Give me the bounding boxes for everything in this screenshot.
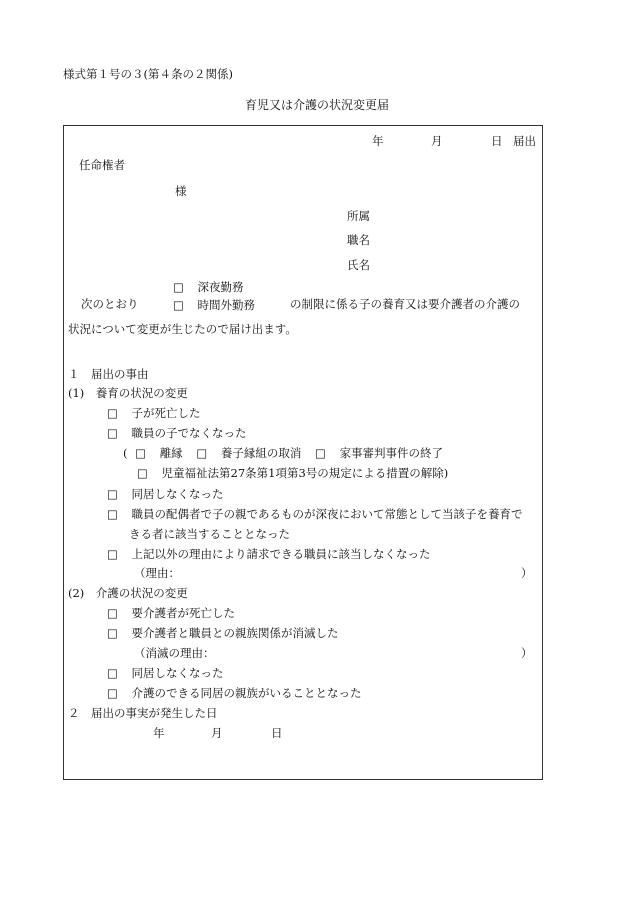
checkbox[interactable]: □ (107, 626, 118, 640)
reason-field-close: ） (521, 566, 533, 580)
appointer-label: 任命権者 (79, 158, 125, 172)
option-other-reason[interactable] (107, 547, 431, 561)
option-label: 子が死亡した (131, 406, 201, 420)
option-care-recipient-died[interactable] (107, 606, 235, 620)
reason-field-label[interactable]: （理由： (134, 566, 180, 580)
checkbox[interactable]: □ (137, 466, 148, 480)
checkbox[interactable]: □ (107, 507, 118, 521)
option-family-court: 家事審判事件の終了 (339, 446, 444, 460)
checkbox[interactable]: □ (135, 446, 147, 460)
checkbox[interactable]: □ (107, 606, 118, 620)
checkbox[interactable]: □ (196, 446, 208, 460)
statement-line2: 状況について変更が生じたので届け出ます。 (68, 322, 297, 336)
option-label: 職員の子でなくなった (131, 426, 247, 440)
checkbox[interactable]: □ (315, 446, 326, 460)
form-number: 様式第１号の３(第４条の２関係) (63, 67, 233, 81)
option-separate-care[interactable] (107, 666, 224, 680)
date-submit-label: 届出 (513, 134, 536, 148)
occurrence-month-label: 月 (211, 726, 223, 740)
option-caregiver-present[interactable] (107, 686, 362, 700)
relation-reason-label[interactable]: （消滅の理由： (134, 646, 215, 660)
option-spouse-can-care[interactable] (107, 507, 523, 521)
section1-sub1-heading: (1) 養育の状況の変更 (68, 386, 188, 400)
date-year-label: 年 (372, 134, 384, 148)
night-work-label: 深夜勤務 (197, 280, 244, 294)
page-title: 育児又は介護の状況変更届 (245, 98, 390, 112)
paren-open: ( (123, 446, 128, 460)
option-label: 職員の配偶者で子の親であるものが深夜において常態として当該子を養育で (131, 507, 523, 521)
honorific: 様 (175, 184, 187, 198)
checkbox[interactable]: □ (107, 547, 118, 561)
option-relation-ended[interactable] (107, 626, 339, 640)
date-month-label: 月 (431, 134, 443, 148)
section2-heading: ２ 届出の事実が発生した日 (68, 706, 218, 720)
option-welfare-measure: 児童福祉法第27条第1項第3号の規定による措置の解除 (161, 466, 444, 480)
checkbox[interactable]: □ (173, 298, 184, 312)
relation-reason-close: ） (521, 646, 533, 660)
date-day-label: 日 (491, 134, 503, 148)
option-spouse-can-care-line2: きる者に該当することとなった (129, 527, 290, 541)
occurrence-year-label: 年 (153, 726, 165, 740)
option-label: 要介護者と職員との親族関係が消滅した (131, 626, 339, 640)
option-label: 同居しなくなった (131, 487, 224, 501)
checkbox[interactable]: □ (107, 686, 118, 700)
option-label: 上記以外の理由により請求できる職員に該当しなくなった (131, 547, 431, 561)
paren-close: ) (443, 466, 449, 480)
checkbox[interactable]: □ (107, 426, 118, 440)
section1-sub2-heading: (2) 介護の状況の変更 (68, 586, 188, 600)
statement-prefix: 次のとおり (81, 297, 139, 311)
overtime-work-option[interactable] (173, 298, 255, 312)
option-adoption-cancel: 養子縁組の取消 (220, 446, 302, 460)
not-child-reasons-row2 (137, 466, 448, 480)
option-not-child[interactable] (107, 426, 247, 440)
option-separate-child[interactable] (107, 487, 224, 501)
checkbox[interactable]: □ (107, 406, 118, 420)
checkbox[interactable]: □ (173, 280, 184, 294)
name-label: 氏名 (347, 258, 370, 272)
checkbox[interactable]: □ (107, 487, 118, 501)
statement-suffix: の制限に係る子の養育又は要介護者の介護の (290, 297, 520, 311)
option-label: 要介護者が死亡した (131, 606, 236, 620)
affiliation-label: 所属 (347, 209, 370, 223)
option-label: 同居しなくなった (131, 666, 224, 680)
option-child-died[interactable] (107, 406, 201, 420)
occurrence-day-label: 日 (271, 726, 283, 740)
night-work-option[interactable] (173, 280, 244, 294)
section1-heading: １ 届出の事由 (68, 367, 149, 381)
overtime-work-label: 時間外勤務 (197, 298, 256, 312)
option-divorce: 離縁 (159, 446, 183, 460)
option-label: 介護のできる同居の親族がいることとなった (131, 686, 362, 700)
position-label: 職名 (347, 233, 370, 247)
checkbox[interactable]: □ (107, 666, 118, 680)
not-child-reasons-row1 (123, 446, 443, 460)
